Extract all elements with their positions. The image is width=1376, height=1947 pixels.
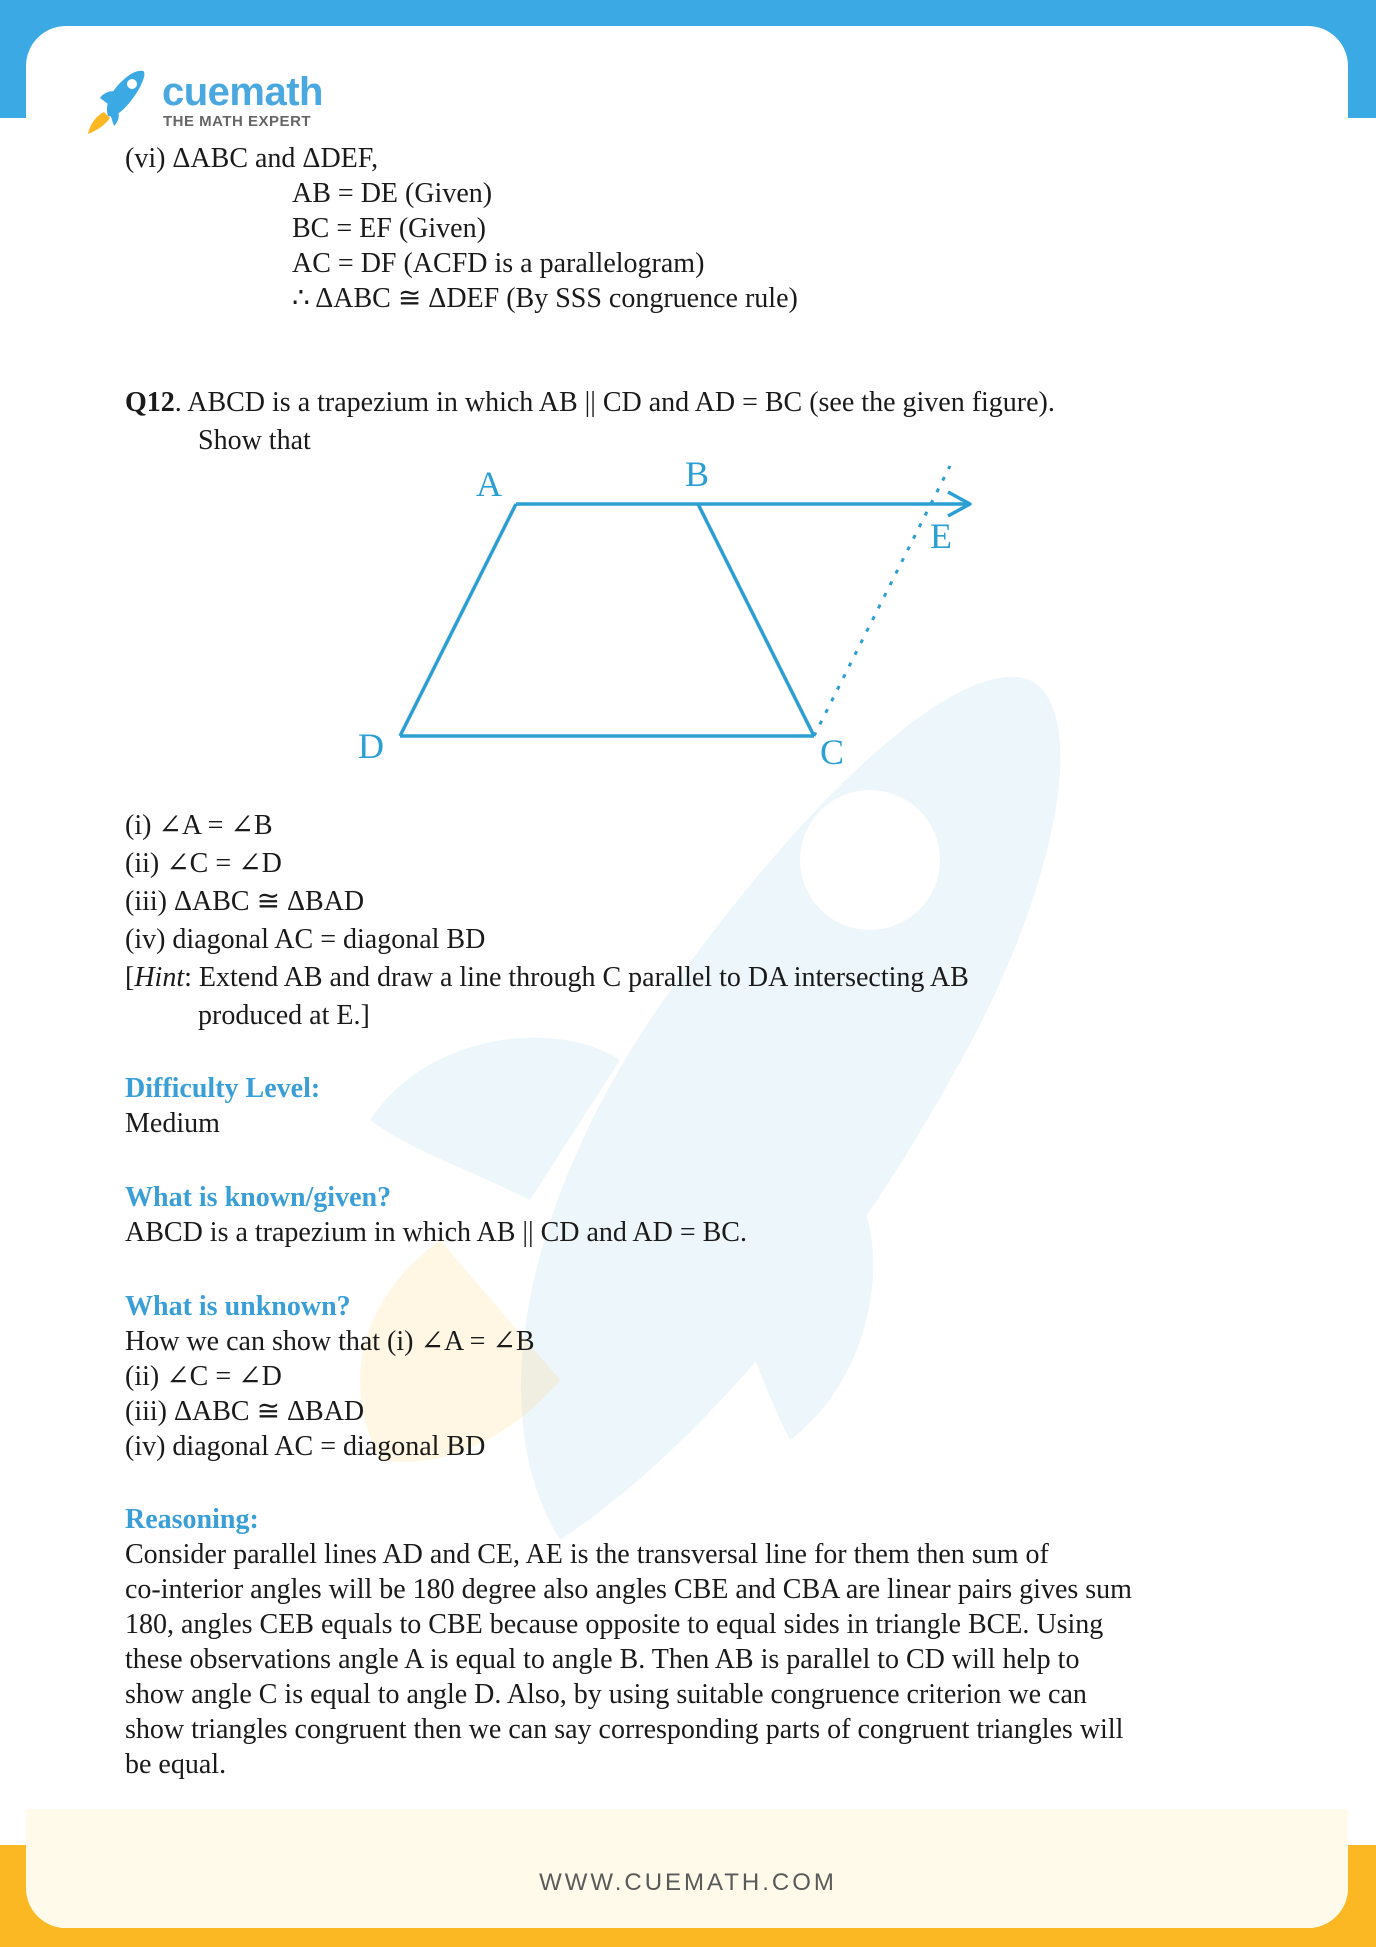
unknown-line: How we can show that (i) ∠A = ∠B (125, 1326, 535, 1357)
reasoning-heading: Reasoning: (125, 1504, 259, 1535)
reasoning-line: these observations angle A is equal to angle B. Then AB is parallel to CD will help to (125, 1644, 1080, 1675)
unknown-line: (iii) ΔABC ≅ ΔBAD (125, 1396, 365, 1427)
question-part: (iv) diagonal AC = diagonal BD (125, 924, 486, 955)
reasoning-line: Consider parallel lines AD and CE, AE is the transversal line for them then sum of (125, 1539, 1049, 1570)
reasoning-line: show triangles congruent then we can say corresponding parts of congruent triangles will (125, 1714, 1124, 1745)
difficulty-heading: Difficulty Level: (125, 1073, 321, 1104)
known-heading: What is known/given? (125, 1182, 392, 1213)
trapezium-figure (340, 456, 1000, 776)
label-a: A (476, 464, 502, 504)
question-part: (iii) ΔABC ≅ ΔBAD (125, 886, 365, 917)
segment-ce-dotted (814, 466, 950, 736)
segment-ad (400, 504, 516, 736)
prev-solution-line: BC = EF (Given) (292, 213, 486, 244)
hint: [Hint: Extend AB and draw a line through C parallel to DA intersecting AB (125, 962, 969, 993)
question-part: (i) ∠A = ∠B (125, 810, 273, 841)
hint-continuation: produced at E.] (198, 1000, 370, 1031)
brand-name: cuemath (162, 70, 323, 114)
label-b: B (685, 456, 710, 494)
prev-solution-line: AB = DE (Given) (292, 178, 493, 209)
label-e: E (930, 516, 952, 556)
reasoning-line: show angle C is equal to angle D. Also, by using suitable congruence criterion we can (125, 1679, 1087, 1710)
unknown-line: (ii) ∠C = ∠D (125, 1361, 282, 1392)
prev-solution-line: ∴ ΔABC ≅ ΔDEF (By SSS congruence rule) (292, 283, 798, 314)
prev-solution-label: (vi) ΔABC and ΔDEF, (125, 143, 379, 174)
hint-label: Hint (134, 962, 185, 993)
difficulty-value: Medium (125, 1108, 220, 1139)
known-text: ABCD is a trapezium in which AB || CD and AD = BC. (125, 1217, 747, 1248)
prev-solution-line: AC = DF (ACFD is a parallelogram) (292, 248, 705, 279)
unknown-heading: What is unknown? (125, 1291, 351, 1322)
question-number: Q12 (125, 387, 175, 418)
label-c: C (820, 732, 845, 772)
brand-tagline: THE MATH EXPERT (163, 113, 312, 130)
segment-bc (698, 504, 814, 736)
label-d: D (358, 726, 384, 766)
unknown-line: (iv) diagonal AC = diagonal BD (125, 1431, 486, 1462)
reasoning-line: 180, angles CEB equals to CBE because opposite to equal sides in triangle BCE. Using (125, 1609, 1104, 1640)
question-part: (ii) ∠C = ∠D (125, 848, 282, 879)
question-text: . ABCD is a trapezium in which AB || CD and AD = BC (see the given figure). (174, 387, 1055, 418)
website-link[interactable]: WWW.CUEMATH.COM (539, 1869, 837, 1896)
question-continuation: Show that (198, 425, 311, 456)
reasoning-line: be equal. (125, 1749, 227, 1780)
question-statement (125, 386, 1055, 420)
reasoning-line: co-interior angles will be 180 degree also angles CBE and CBA are linear pairs gives sum (125, 1574, 1132, 1605)
